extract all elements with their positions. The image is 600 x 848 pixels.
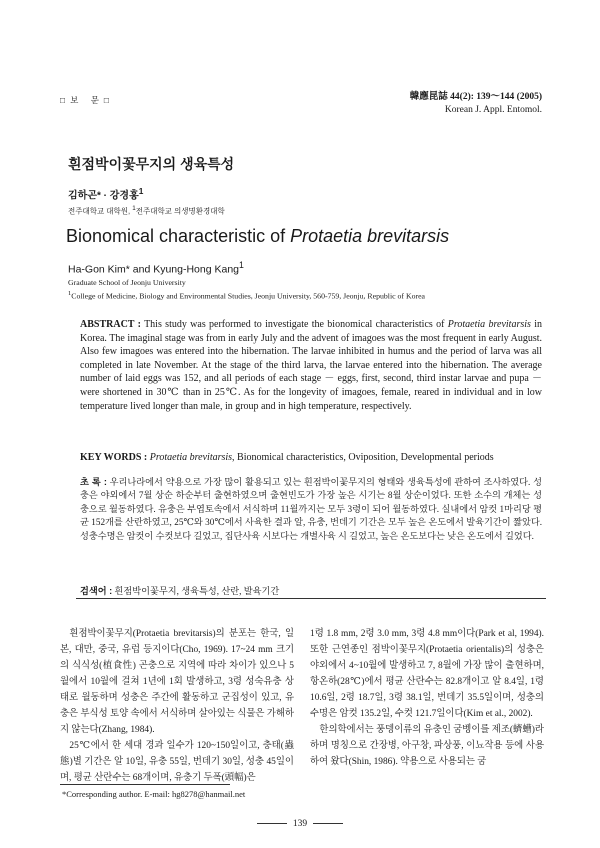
affiliation-korean-2: 전주대학교 의생명환경대학: [135, 206, 225, 216]
title-korean: 흰점박이꽃무지의 생육특성: [68, 156, 235, 172]
body-column-right: [310, 626, 544, 770]
keywords-korean-text: 흰점박이꽃무지, 생육특성, 산란, 발육기간: [112, 586, 280, 596]
keywords-text: , Bionomical characteristics, Oviposition, Developmental periods: [232, 452, 494, 463]
footnote: *Corresponding author. E-mail: hg8278@hanmail.net: [62, 789, 246, 799]
title-english: [66, 226, 449, 247]
title-english-prefix: Bionomical characteristic of: [66, 226, 291, 246]
journal-name-en: Korean J. Appl. Entomol.: [444, 105, 542, 115]
keywords-korean-label: 검색어 :: [80, 586, 113, 596]
affiliation-english-2: College of Medicine, Biology and Environmental Studies, Jeonju University, 560-759, Jeonju, Republic of Korea: [71, 291, 426, 301]
abstract-text-2: in Korea. The imaginal stage was from in early July and the advent of imagoes was the most frequent in early August. Also few imagoes was entered into the hibernation. The larvae inhibited in humus and the period of larva was all completed in late November. At the stage of the third larva, the larvae entered into the hibernation. The average number of laid eggs was 152, and all periods of each stage － eggs, first, second, third instar larvae and pupa － were shortened in 30℃ than in 25℃. As for the longevity of imagoes, female, reared in individual and in low temperature lived longer than male, in group and in high temperature, respectively.: [80, 319, 543, 412]
authors-korean-sup: 1: [138, 186, 144, 196]
body-left-paragraph-1: 흰점박이꽃무지(Protaetia brevitarsis)의 분포는 한국, 일본, 대만, 중국, 유럽 등지이다(Cho, 1969). 17~24 mm 크기의 식식성(植食性) 곤충으로 지역에 따라 차이가 있으나 5월에서 10월에 걸쳐 1년에 1회 발생하고, 3령 성숙유충 상태로 월동하며 성충은 주간에 활동하고 군집성이 있고, 유충은 부식성 토양 속에서 서식하며 살아있는 식물은 가해하지 않는다(Zhang, 1984).: [60, 629, 294, 735]
authors-english-sup: 1: [239, 260, 244, 270]
page-number-dash-right: [313, 823, 343, 824]
affiliation-korean: [68, 205, 225, 217]
affiliation-korean-1: 전주대학교 대학원,: [68, 206, 133, 216]
affiliation-korean-sup: 1: [132, 205, 136, 212]
authors-english-text: Ha-Gon Kim* and Kyung-Hong Kang: [68, 263, 240, 276]
body-column-left: [60, 626, 294, 786]
footnote-divider: [60, 784, 230, 785]
affiliation-english-sup: 1: [68, 290, 72, 297]
affiliation-english-2-line: [68, 288, 425, 302]
abstract-english: [80, 318, 542, 413]
authors-english: [68, 260, 244, 276]
abstract-label: ABSTRACT :: [80, 319, 141, 330]
body-right-paragraph-1: 1령 1.8 mm, 2령 3.0 mm, 3령 4.8 mm이다(Park et al, 1994). 또한 근연종인 점박이꽃무지(Protaetia orientalis)의 성충은 야외에서 4~10월에 발생하고 7, 8월에 가장 많이 출현하며, 항온하(28℃)에서 평균 산란수는 82.8개이고 알 8.4일, 1령 10.6일, 2령 18.7일, 3령 38.1일, 번데기 35.5일이며, 성충의 수명은 암컷 135.2일, 수컷 121.7일이다(Kim et al., 2002).: [310, 629, 544, 719]
affiliation-english: [68, 277, 425, 302]
abstract-species: Protaetia brevitarsis: [447, 319, 531, 330]
authors-korean: [68, 186, 143, 201]
body-left-paragraph-2: 25℃에서 한 세대 경과 일수가 120~150일이고, 충태(蟲態)별 기간은 알 10일, 유충 55일, 번데기 30일, 성충 45일이며, 평균 산란수는 68개이며, 유충기 두폭(頭幅)은: [60, 741, 294, 783]
authors-korean-text: 김하곤* · 강경홍: [68, 190, 139, 202]
abstract-korean-label: 초 록 :: [80, 477, 107, 487]
journal-reference: [410, 91, 542, 117]
keywords-korean: [80, 583, 542, 597]
section-divider: [76, 598, 546, 599]
keywords-species: Protaetia brevitarsis: [149, 452, 233, 463]
keywords-label: KEY WORDS :: [80, 452, 148, 463]
page-number-text: 139: [292, 819, 308, 829]
page-number-dash-left: [257, 823, 287, 824]
keywords-english: [80, 451, 550, 464]
body-right-paragraph-2: 한의학에서는 풍뎅이류의 유충인 굼벵이를 제조(蠐螬)라하며 명칭으로 간장병, 아구창, 파상풍, 이뇨작용 등에 사용하여 왔다(Shin, 1986). 약용으로 사용되는 굼: [310, 725, 544, 767]
abstract-text-1: This study was performed to investigate the bionomical characteristics of: [140, 319, 448, 330]
section-label: □보 문□: [60, 95, 115, 105]
affiliation-english-1: Graduate School of Jeonju University: [68, 278, 186, 287]
journal-citation: 韓應昆誌 44(2): 139～144 (2005): [409, 92, 542, 102]
page-number: [0, 819, 600, 829]
abstract-korean: [80, 476, 542, 543]
title-english-species: Protaetia brevitarsis: [290, 226, 450, 246]
abstract-korean-text: 우리나라에서 약용으로 가장 많이 활용되고 있는 흰점박이꽃무지의 형태와 생육특성에 관하여 조사하였다. 성충은 야외에서 7월 상순 하순부터 출현하였으며 출현빈도가 가장 높은 시기는 8월 상순이었다. 또한 소수의 개체는 성충으로 월동하였다. 유충은 부엽토속에서 서식하며 11월까지는 모두 3령이 되어 월동하였다. 실내에서 암컷 1마리당 평균 152개를 산란하였고, 25℃와 30℃에서 사육한 결과 알, 유충, 번데기 기간은 모두 높은 온도에서 발육기간이 짧았다. 성충수명은 암컷이 수컷보다 길었고, 집단사육 시보다는 개별사육 시 길었고, 높은 온도보다는 낮은 온도에서 길었다.: [80, 477, 542, 541]
